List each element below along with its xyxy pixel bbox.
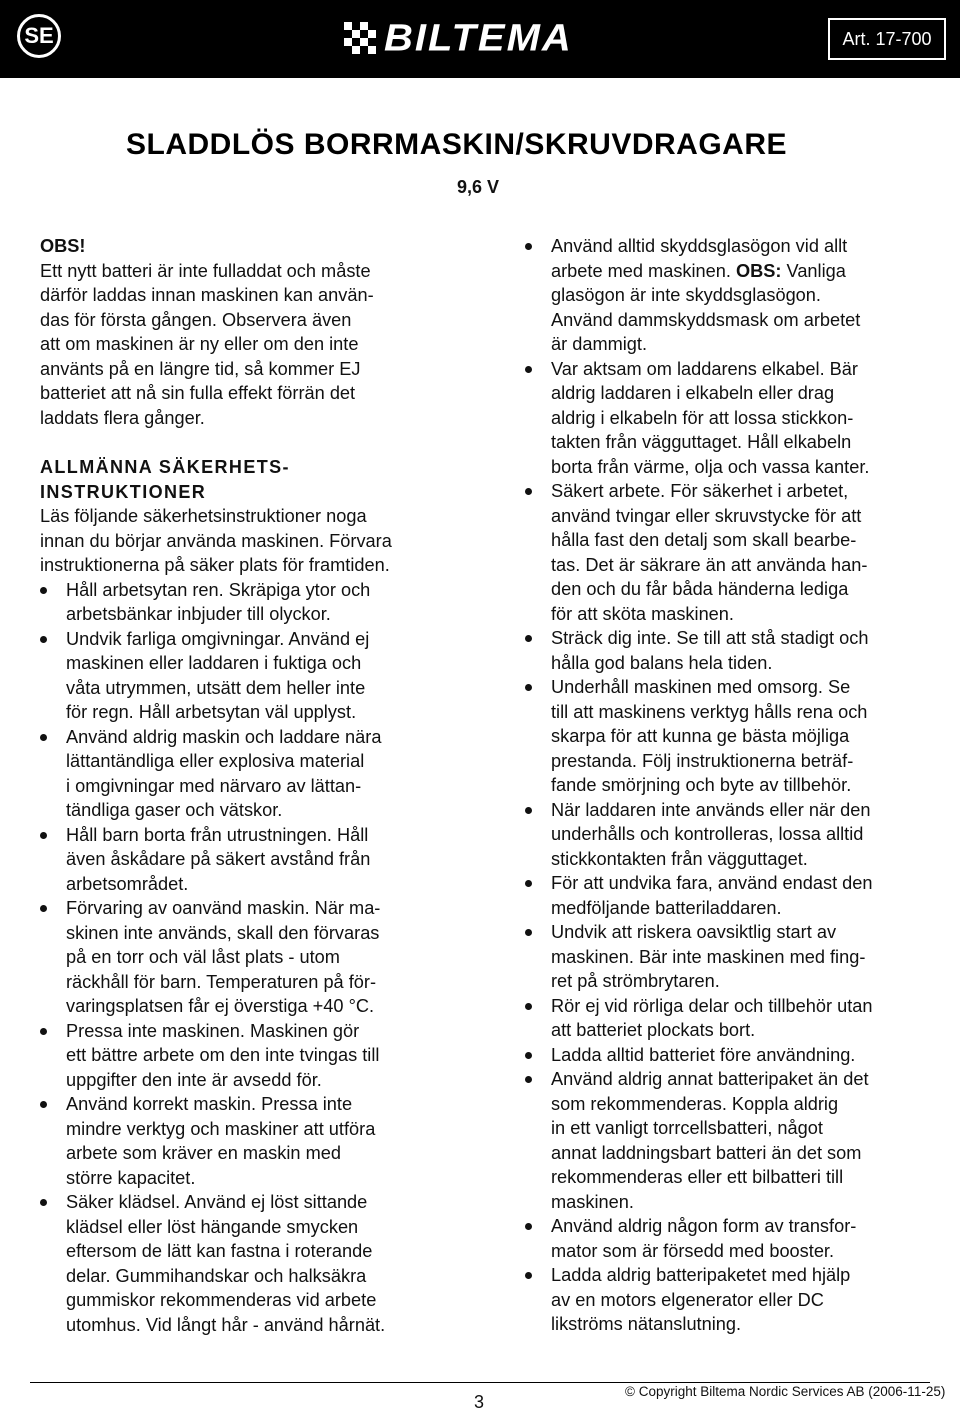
list-item: För att undvika fara, använd endast den medföljande batteriladdaren. [525,871,935,920]
safety-intro: Läs följande säkerhetsinstruktioner noga innan du börjar använda maskinen. Förvara instruktionerna på säker plats för framtiden. [40,506,392,575]
list-item: Undvik farliga omgivningar. Använd ej maskinen eller laddaren i fuktiga och våta utrymmen, utsätt dem heller inte för regn. Håll arbetsytan väl upplyst. [40,627,470,725]
right-bullet-list [525,234,935,1337]
bullet-text: Använd alltid skyddsglasögon vid allt arbete med maskinen. [551,236,848,281]
right-column [525,234,935,1337]
list-item: Rör ej vid rörliga delar och tillbehör utan att batteriet plockats bort. [525,994,935,1043]
list-item: Håll barn borta från utrustningen. Håll även åskådare på säkert avstånd från arbetsområdet. [40,823,470,897]
list-item: Säkert arbete. För säkerhet i arbetet, använd tvingar eller skruvstycke för att hålla fast den detalj som skall bearbe- tas. Det är säkrare än att använda han- den och du får båda händerna lediga för att sköta maskinen. [525,479,935,626]
copyright-notice: © Copyright Biltema Nordic Services AB (2006-11-25) [625,1384,946,1399]
left-column [40,234,470,1337]
list-item: Underhåll maskinen med omsorg. Se till att maskinens verktyg hålls rena och skarpa för att kunna ge bästa möjliga prestanda. Följ instruktionerna beträf- fande smörjning och byte av tillbehör. [525,675,935,798]
list-item: Säker klädsel. Använd ej löst sittande klädsel eller löst hängande smycken eftersom de lätt kan fastna i roterande delar. Gummihandskar och halksäkra gummiskor rekommenderas vid arbete utomhus. Vid långt hår - använd hårnät. [40,1190,470,1337]
list-item: När laddaren inte används eller när den underhålls och kontrolleras, lossa alltid stickkontakten från vägguttaget. [525,798,935,872]
logo-wordmark: BILTEMA [384,16,573,59]
list-item: Förvaring av oanvänd maskin. När ma- skinen inte används, skall den förvaras på en torr och väl låst plats - utom räckhåll för barn. Temperaturen på för- varingsplatsen får ej överstiga +40 °C. [40,896,470,1019]
list-item: Pressa inte maskinen. Maskinen gör ett bättre arbete om den inte tvingas till uppgifter den inte är avsedd för. [40,1019,470,1093]
list-item: Använd aldrig annat batteripaket än det som rekommenderas. Koppla aldrig in ett vanligt torrcellsbatteri, något annat laddningsbart batteri än det som rekommenderas eller ett bilbatteri till maskinen. [525,1067,935,1214]
list-item [525,234,935,357]
bullet-text: Vanliga glasögon är inte skyddsglasögon. Använd dammskyddsmask om arbetet är dammigt. [551,260,861,354]
checkered-flag-icon [344,22,376,54]
list-item: Ladda aldrig batteripaketet med hjälp av en motors elgenerator eller DC likströms nätanslutning. [525,1263,935,1337]
left-bullet-list [40,578,470,1338]
page-number: 3 [474,1392,485,1412]
list-item: Använd aldrig någon form av transfor- mator som är försedd med booster. [525,1214,935,1263]
footer-divider [30,1382,930,1383]
list-item: Använd aldrig maskin och laddare nära lättantändliga eller explosiva material i omgivningar med närvaro av lättan- tändliga gaser och vätskor. [40,725,470,823]
obs-label: OBS! [40,236,86,256]
list-item: Sträck dig inte. Se till att stå stadigt och hålla god balans hela tiden. [525,626,935,675]
list-item: Var aktsam om laddarens elkabel. Bär aldrig laddaren i elkabeln eller drag aldrig i elkabeln för att lossa stickkon- takten från vägguttaget. Håll elkabeln borta från värme, olja och vassa kanter. [525,357,935,480]
biltema-logo [344,14,573,62]
voltage-subtitle: 9,6 V [457,177,500,197]
obs-inline-label: OBS: [736,260,782,281]
list-item: Ladda alltid batteriet före användning. [525,1043,935,1068]
page-title: SLADDLÖS BORRMASKIN/SKRUVDRAGARE [126,128,788,161]
header-bar [0,0,960,78]
language-badge: SE [17,14,61,58]
safety-heading-line1: ALLMÄNNA SÄKERHETS- [40,457,290,477]
list-item: Använd korrekt maskin. Pressa inte mindre verktyg och maskiner att utföra arbete som kräver en maskin med större kapacitet. [40,1092,470,1190]
obs-warning-text: Ett nytt batteri är inte fulladdat och måste därför laddas innan maskinen kan använ- das för första gången. Observera även att om maskinen är ny eller om den inte använts på en längre tid, så kommer EJ batteriet att nå sin fulla effekt förrän det laddats flera gånger. [40,260,374,428]
article-number: Art. 17-700 [828,18,946,60]
safety-heading-line2: INSTRUKTIONER [40,481,207,502]
list-item: Håll arbetsytan ren. Skräpiga ytor och arbetsbänkar inbjuder till olyckor. [40,578,470,627]
list-item: Undvik att riskera oavsiktlig start av maskinen. Bär inte maskinen med fing- ret på strömbrytaren. [525,920,935,994]
